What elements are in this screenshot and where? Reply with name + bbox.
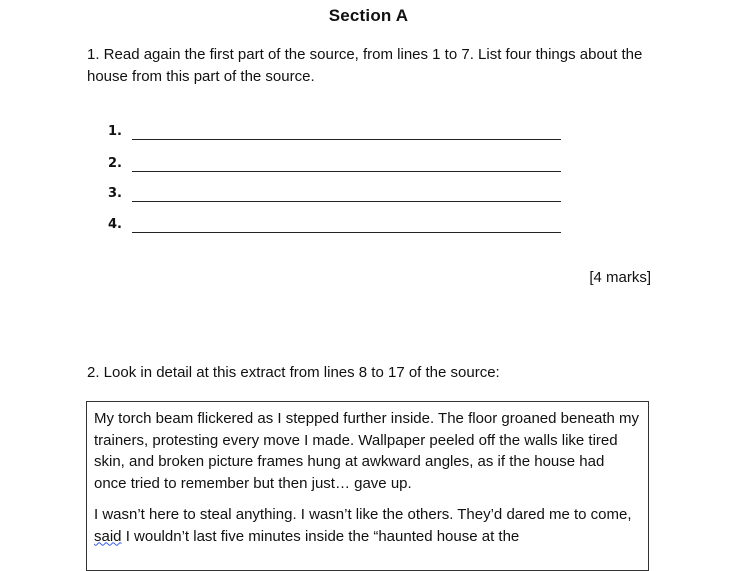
- answer-line: [132, 201, 561, 202]
- answer-number: 3.: [108, 186, 122, 201]
- answer-row: [108, 218, 568, 250]
- answer-line: [132, 171, 561, 172]
- answer-number: 1.: [108, 124, 122, 139]
- answer-line: [132, 139, 561, 140]
- section-title: Section A: [328, 6, 409, 25]
- extract-paragraph-1: My torch beam flickered as I stepped further inside. The floor groaned beneath my trainers, protesting every move I made. Wallpaper peeled off the walls like tired skin, and broken picture frames hung at awkward angles, as if the house had once tried to remember but then just… gave up.: [94, 410, 640, 492]
- answer-row: [108, 122, 568, 154]
- extract-paragraph-2: [94, 504, 640, 547]
- extract-text: I wouldn’t last five minutes inside the “haunted house at the: [121, 527, 520, 545]
- spellcheck-flagged-word[interactable]: said: [94, 527, 122, 545]
- question-1-text: 1. Read again the first part of the source, from lines 1 to 7. List four things about the house from this part of the source.: [87, 46, 643, 85]
- extract-text: I wasn’t here to steal anything. I wasn’t like the others. They’d dared me to come,: [94, 506, 632, 523]
- answer-number: 2.: [108, 156, 122, 171]
- answer-row: [108, 186, 568, 218]
- answer-row: [108, 154, 568, 186]
- answer-lines: [108, 122, 568, 250]
- answer-line: [132, 232, 561, 233]
- marks-label: [4 marks]: [589, 269, 651, 286]
- answer-number: 4.: [108, 217, 122, 232]
- question-2-text: 2. Look in detail at this extract from lines 8 to 17 of the source:: [87, 364, 500, 381]
- extract-box[interactable]: [86, 401, 649, 571]
